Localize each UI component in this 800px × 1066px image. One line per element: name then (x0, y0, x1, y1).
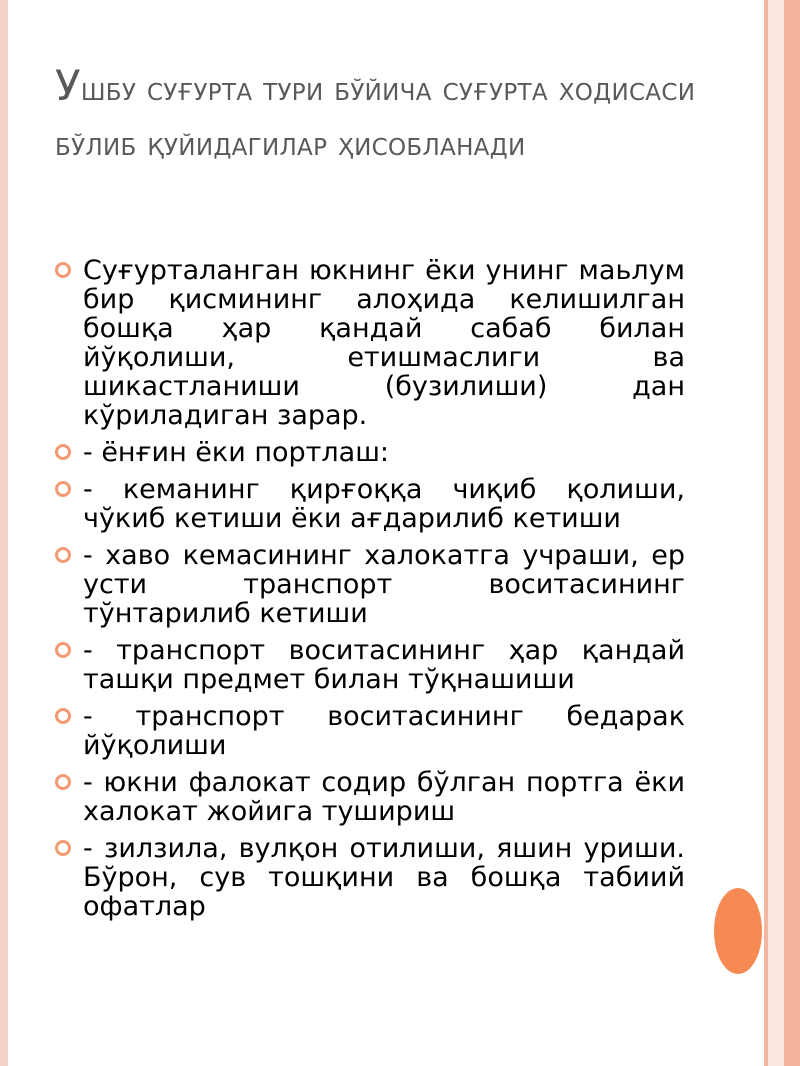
bullet-item (55, 636, 685, 694)
orange-oval-decoration (714, 888, 762, 974)
bullet-circle-icon (55, 774, 71, 790)
bullet-text: - юкни фалокат содир бўлган портга ёки халокат жойига тушириш (83, 767, 685, 827)
bullet-text: - ёнғин ёки портлаш: (83, 437, 390, 468)
bullet-circle-icon (55, 708, 71, 724)
bullet-circle-icon (55, 444, 71, 460)
bullet-text: - хаво кемасининг халокатга учраши, ер усти транспорт воситасининг тўнтарилиб кетиши (83, 540, 685, 629)
bullet-circle-icon (55, 642, 71, 658)
bullet-circle-icon (55, 481, 71, 497)
bullet-circle-icon (55, 547, 71, 563)
slide-title: Ушбу суғурта тури бўйича суғурта ходисаси бўлиб қуйидагилар ҳисобланади (55, 61, 696, 163)
bullet-text: - кеманинг қирғоққа чиқиб қолиши, чўкиб кетиши ёки ағдарилиб кетиши (83, 474, 685, 534)
bullet-item (55, 438, 685, 467)
bullet-text: Суғурталанган юкнинг ёки унинг маьлум бир қисмининг алоҳида келишилган бошқа ҳар қандай сабаб билан йўқолиши, етишмаслиги ва шикастланиши (бузилиши) дан кўриладиган зарар. (83, 255, 685, 431)
bullet-circle-icon (55, 262, 71, 278)
right-border-decoration (764, 0, 800, 1066)
bullet-item (55, 475, 685, 533)
bullet-text: - зилзила, вулқон отилиши, яшин уриши. Бўрон, сув тошқини ва бошқа табиий офатлар (83, 833, 685, 922)
bullet-item (55, 256, 685, 430)
bullet-text: - транспорт воситасининг ҳар қандай ташқи предмет билан тўқнашиши (83, 635, 685, 695)
bullet-item (55, 834, 685, 921)
left-border-decoration (0, 0, 8, 1066)
bullet-circle-icon (55, 840, 71, 856)
bullet-text: - транспорт воситасининг бедарак йўқолиши (83, 701, 685, 761)
bullet-item (55, 702, 685, 760)
bullet-list (55, 256, 685, 929)
bullet-item (55, 541, 685, 628)
bullet-item (55, 768, 685, 826)
